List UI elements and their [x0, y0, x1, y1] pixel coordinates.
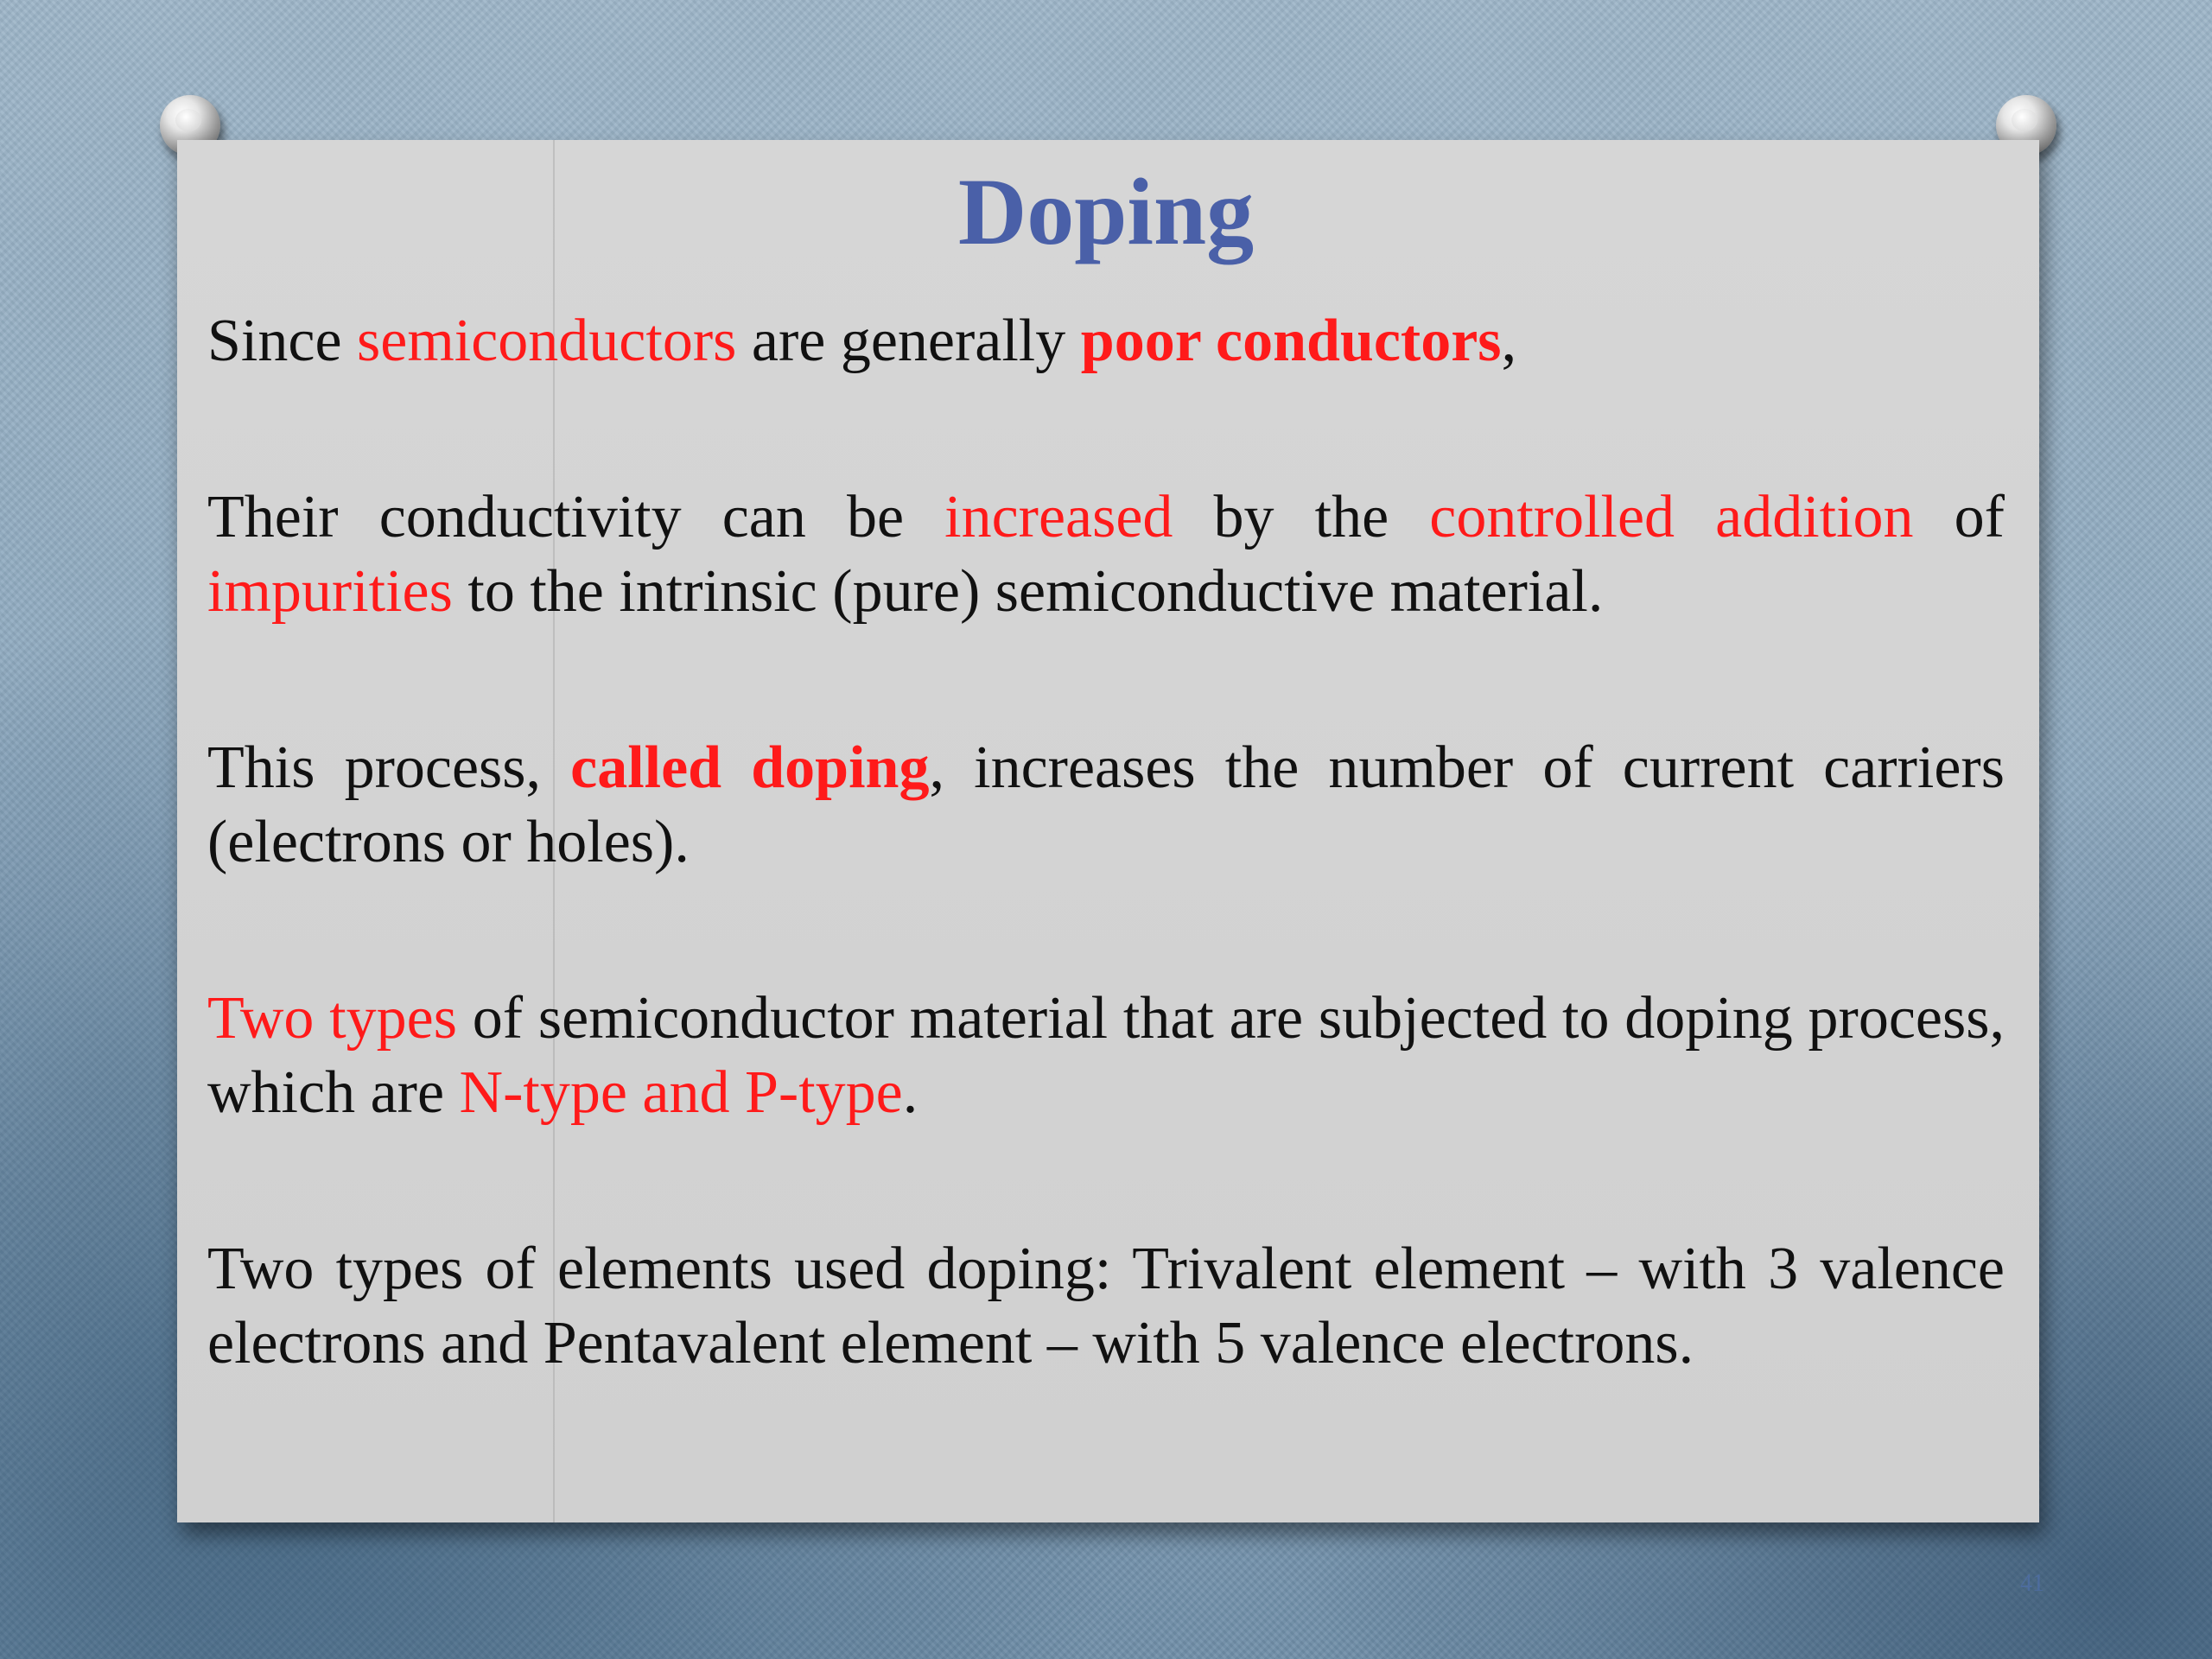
text-segment: are generally: [736, 308, 1081, 374]
text-segment: by the: [1173, 484, 1430, 550]
paragraph-5: [207, 1232, 2005, 1381]
highlight-two-types: Two types: [207, 985, 457, 1052]
paragraph-3: [207, 731, 2005, 880]
paragraph-4: [207, 982, 2005, 1130]
text-segment: of semiconductor material that are subjected to doping process, which are: [207, 985, 2005, 1126]
text-segment: Since: [207, 308, 358, 374]
text-segment: .: [902, 1059, 918, 1126]
text-segment: , increases the number of current carriers (electrons or holes).: [207, 734, 2005, 875]
text-segment: Their conductivity can be: [207, 484, 945, 550]
slide-title: Doping: [957, 159, 1255, 264]
text-segment: ,: [1501, 308, 1517, 374]
highlight-impurities: impurities: [207, 558, 453, 625]
text-segment: to the intrinsic (pure) semiconductive material.: [452, 558, 1604, 625]
text-segment: This process,: [207, 734, 571, 801]
slide-body: [207, 304, 2005, 1483]
highlight-called-doping: called doping: [570, 734, 930, 801]
paragraph-1: [207, 304, 2005, 378]
slide-page-number: 41: [2020, 1570, 2044, 1597]
highlight-controlled-addition: controlled addition: [1429, 484, 1914, 550]
highlight-poor-conductors: poor conductors: [1080, 308, 1502, 374]
highlight-semiconductors: semiconductors: [357, 308, 737, 374]
highlight-n-type-and-p-type: N-type and P-type: [459, 1059, 903, 1126]
text-segment: Two types of elements used doping: Trivalent element – with 3 valence electrons and Pentavalent element – with 5 valence electrons.: [207, 1236, 2005, 1376]
paragraph-2: [207, 480, 2005, 629]
text-segment: of: [1913, 484, 2005, 550]
highlight-increased: increased: [944, 484, 1173, 550]
